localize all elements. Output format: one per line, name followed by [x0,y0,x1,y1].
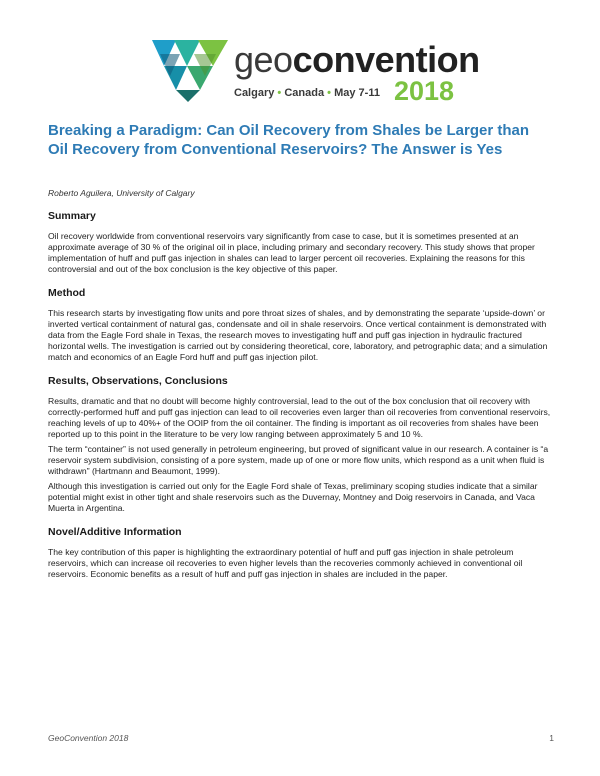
paper-body [48,210,553,592]
section-method [48,287,553,363]
event-location-dates: Calgary • Canada • May 7-11 [234,87,380,99]
event-year: 2018 [394,76,455,106]
section-heading: Novel/Additive Information [48,526,182,538]
paragraph: The key contribution of this paper is highlighting the extraordinary potential of huff and puff gas injection in shale petroleum reservoirs, which can increase oil recoveries to even higher levels than the recoveries commonly achieved in conventional oil reservoirs. Economic benefits as a result of huff and puff gas injection in shales are included in the paper. [48,547,523,579]
paragraph: Results, dramatic and that no doubt will become highly controversial, lead to the out of the box conclusion that oil recovery with correctly-performed huff and puff gas injection can lead to oil recoveries even larger than oil recoveries from conventional reservoirs, reaching levels of up to 40%+ of the OOIP from the oil container. The finding is important as oil recoveries from shales have been reported up to this point in the literature to be very low ranging between approximately 5 and 10 %. [48,396,551,439]
section-results [48,375,553,514]
page-number: 1 [549,733,554,743]
section-heading: Results, Observations, Conclusions [48,375,228,387]
paper-author: Roberto Aguilera, University of Calgary [48,188,195,198]
section-heading: Summary [48,210,96,222]
paragraph: The term “container” is not used generally in petroleum engineering, but proved of significant value in our research. A container is “a reservoir system subdivision, consisting of a pore system, made up of one or more flow units, which respond as a unit when fluid is withdrawn” (Hartmann and Beaumont, 1999). [48,444,549,476]
paragraph: Oil recovery worldwide from conventional reservoirs vary significantly from case to case, but it is sometimes presented at an approximate average of 30 % of the original oil in place, including primary and secondary recovery. This study shows that proper implementation of huff and puff gas injection in shales can lead to larger percent oil recoveries. Explaining the reasons for this controversial and out of the box conclusion is the key objective of this paper. [48,231,535,274]
footer-conference-name: GeoConvention 2018 [48,733,129,743]
brand-name: geoconvention [234,39,480,80]
triangle-logo-icon [150,36,232,104]
paper-title: Breaking a Paradigm: Can Oil Recovery from Shales be Larger than Oil Recovery from Conventional Reservoirs? The Answer is Yes [48,122,529,158]
section-novel-information [48,526,553,580]
paragraph: Although this investigation is carried out only for the Eagle Ford shale of Texas, preliminary scoping studies indicate that a similar potential might exist in other tight and shale reservoirs such as the Duvernay, Montney and Doig reservoirs in Canada, and Vaca Muerta in Argentina. [48,481,538,513]
geoconvention-logo [150,28,480,110]
paragraph: This research starts by investigating flow units and pore throat sizes of shales, and by demonstrating the separate ‘upside-down’ or inverted vertical containment of natural gas, condensate and oil in shale reservoirs. Once vertical containment is demonstrated with data from the Eagle Ford shale in Texas, the research moves to investigating huff and puff gas injection in hydraulic fractured horizontal wells. The investigation is carried out by considering theoretical, core, laboratory, and petrographic data; and a simulation match and economics of an Eagle Ford huff and puff gas injection pilot. [48,308,548,362]
section-summary [48,210,553,275]
section-heading: Method [48,287,86,299]
